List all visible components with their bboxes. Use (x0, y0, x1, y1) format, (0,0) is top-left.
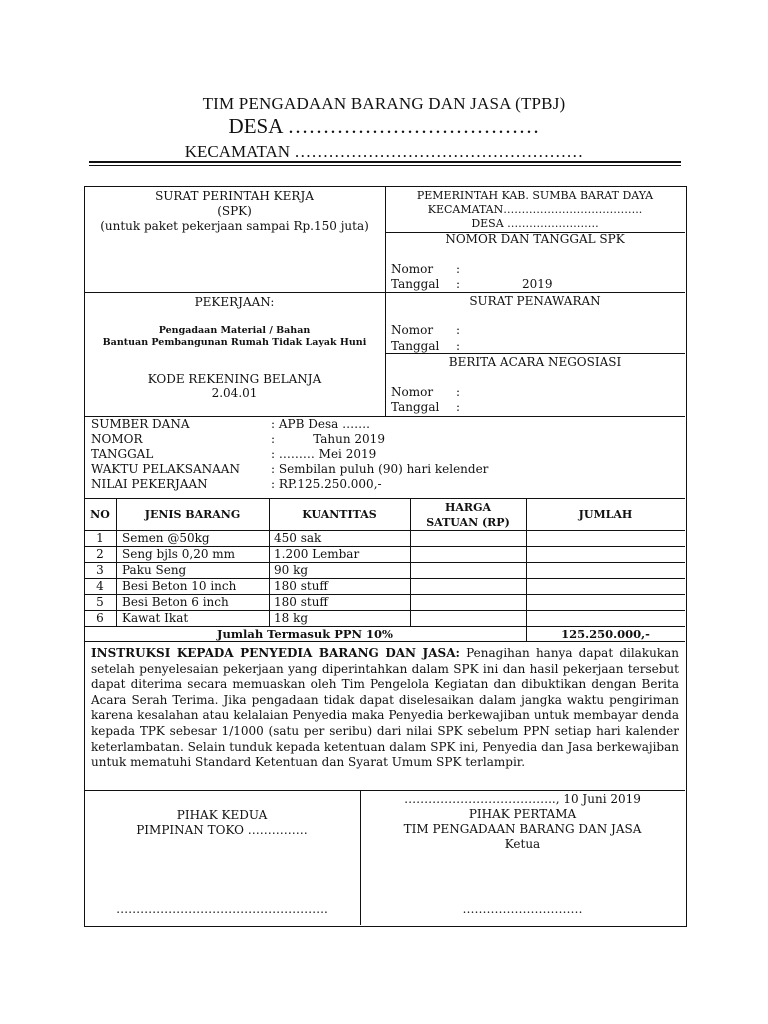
table-total-value: 125.250.000,- (561, 627, 650, 641)
divider (84, 292, 685, 293)
kode-rekening-value: 2.04.01 (211, 386, 258, 400)
table-header-harga: SATUAN (RP) (426, 516, 510, 529)
table-row-kuantitas: 1.200 Lembar (274, 547, 360, 561)
table-row-kuantitas: 90 kg (274, 563, 309, 577)
info-label-waktu: WAKTU PELAKSANAAN (91, 462, 240, 476)
table-row-jenis: Seng bjls 0,20 mm (122, 547, 236, 561)
divider (84, 498, 685, 499)
table-row-jenis: Kawat Ikat (122, 611, 189, 625)
nomor-spk-colon: : (456, 277, 461, 291)
info-label-nilai: NILAI PEKERJAAN (91, 477, 208, 491)
nomor-spk-tanggal-label: Tanggal (391, 277, 440, 291)
table-row-jenis: Besi Beton 10 inch (122, 579, 237, 593)
info-label-sumber-dana: SUMBER DANA (91, 417, 190, 431)
gov-kabupaten: PEMERINTAH KAB. SUMBA BARAT DAYA (416, 189, 654, 202)
table-row-no: 4 (96, 579, 104, 593)
sign-tim-pengadaan: TIM PENGADAAN BARANG DAN JASA (403, 822, 642, 836)
nomor-spk-colon: : (456, 262, 461, 276)
penawaran-title: SURAT PENAWARAN (469, 294, 601, 308)
info-value-sumber-dana: : APB Desa ……. (271, 417, 370, 431)
sign-date: ……………………………….., 10 Juni 2019 (404, 792, 641, 806)
kode-rekening-title: KODE REKENING BELANJA (147, 372, 322, 386)
negosiasi-tanggal-label: Tanggal (391, 400, 440, 414)
table-row-kuantitas: 180 stuff (274, 579, 328, 593)
negosiasi-nomor-label: Nomor (391, 385, 434, 399)
table-row-jenis: Paku Seng (122, 563, 187, 577)
info-value-waktu: : Sembilan puluh (90) hari kelender (271, 462, 489, 476)
table-row-jenis: Semen @50kg (122, 531, 210, 545)
penawaran-colon: : (456, 339, 461, 353)
header-title: TIM PENGADAAN BARANG DAN JASA (TPBJ) (202, 94, 566, 113)
instruksi-paragraph (91, 646, 679, 771)
spk-note: (untuk paket pekerjaan sampai Rp.150 juta) (100, 219, 369, 233)
info-label-nomor: NOMOR (91, 432, 143, 446)
divider (84, 790, 685, 791)
pekerjaan-line2: Bantuan Pembangunan Rumah Tidak Layak Huni (102, 337, 367, 348)
table-row-kuantitas: 450 sak (274, 531, 322, 545)
sign-left-dots: …………………………………………….. (116, 902, 328, 916)
negosiasi-title: BERITA ACARA NEGOSIASI (448, 355, 622, 369)
table-header-kuantitas: KUANTITAS (302, 508, 377, 521)
pekerjaan-line1: Pengadaan Material / Bahan (158, 325, 311, 336)
nomor-spk-nomor-label: Nomor (391, 262, 434, 276)
table-total-label: Jumlah Termasuk PPN 10% (217, 627, 393, 641)
table-row-no: 3 (96, 563, 104, 577)
header-rule-thick (89, 161, 681, 163)
header-desa: DESA ……………………………… (228, 114, 540, 138)
header-rule-thin (89, 165, 681, 166)
table-header-no: NO (90, 508, 110, 521)
penawaran-nomor-label: Nomor (391, 323, 434, 337)
sign-pihak-pertama: PIHAK PERTAMA (468, 807, 577, 821)
table-row-no: 1 (96, 531, 104, 545)
table-row-kuantitas: 18 kg (274, 611, 309, 625)
table-row-kuantitas: 180 stuff (274, 595, 328, 609)
table-row-jenis: Besi Beton 6 inch (122, 595, 229, 609)
sign-pimpinan-toko: PIMPINAN TOKO …………… (136, 823, 308, 837)
table-header-harga: HARGA (445, 501, 491, 514)
gov-kecamatan: KECAMATAN……………………………….. (427, 203, 643, 216)
sign-ketua: Ketua (504, 837, 541, 851)
nomor-spk-title: NOMOR DAN TANGGAL SPK (445, 232, 625, 246)
negosiasi-colon: : (456, 400, 461, 414)
info-value-tanggal: : ……… Mei 2019 (271, 447, 377, 461)
penawaran-colon: : (456, 323, 461, 337)
spk-abbr: (SPK) (217, 204, 252, 218)
info-label-tanggal: TANGGAL (91, 447, 154, 461)
table-row-no: 2 (96, 547, 104, 561)
spk-title: SURAT PERINTAH KERJA (155, 189, 314, 203)
sign-pihak-kedua: PIHAK KEDUA (176, 808, 268, 822)
instruksi-lead: INSTRUKSI KEPADA PENYEDIA BARANG DAN JASA: (91, 646, 460, 660)
sign-right-dots: ………………………… (462, 902, 583, 916)
gov-desa: DESA ……………………. (471, 217, 599, 230)
table-header-jumlah: JUMLAH (578, 508, 633, 521)
pekerjaan-title: PEKERJAAN: (194, 295, 275, 309)
info-value-nilai: : RP.125.250.000,- (271, 477, 382, 491)
negosiasi-colon: : (456, 385, 461, 399)
table-header-jenis: JENIS BARANG (144, 508, 241, 521)
table-row-no: 6 (96, 611, 104, 625)
info-value-nomor: : Tahun 2019 (271, 432, 385, 446)
table-row-no: 5 (96, 595, 104, 609)
header-kecamatan: KECAMATAN …………………………………………… (184, 142, 584, 161)
penawaran-tanggal-label: Tanggal (391, 339, 440, 353)
nomor-spk-year: 2019 (522, 277, 553, 291)
instruksi-body: Penagihan hanya dapat dilakukan setelah penyelesaian pekerjaan yang diperintahkan dalam SPK ini dan hasil pekerjaan tersebut dapat diterima secara memuaskan oleh Tim Pengelola Kegiatan dan dibuktikan dengan Berita Acara Serah Terima. Jika pengadaan tidak dapat diselesaikan dalam jangka waktu pengiriman karena kesalahan atau kelalaian Penyedia maka Penyedia berkewajiban untuk membayar denda kepada TPK sebesar 1/1000 (satu per seribu) dari nilai SPK sebelum PPN setiap hari kalender keterlambatan. Selain tunduk kepada ketentuan dalam SPK ini, Penyedia dan Jasa berkewajiban untuk mematuhi Standard Ketentuan dan Syarat Umum SPK terlampir. (91, 646, 679, 770)
